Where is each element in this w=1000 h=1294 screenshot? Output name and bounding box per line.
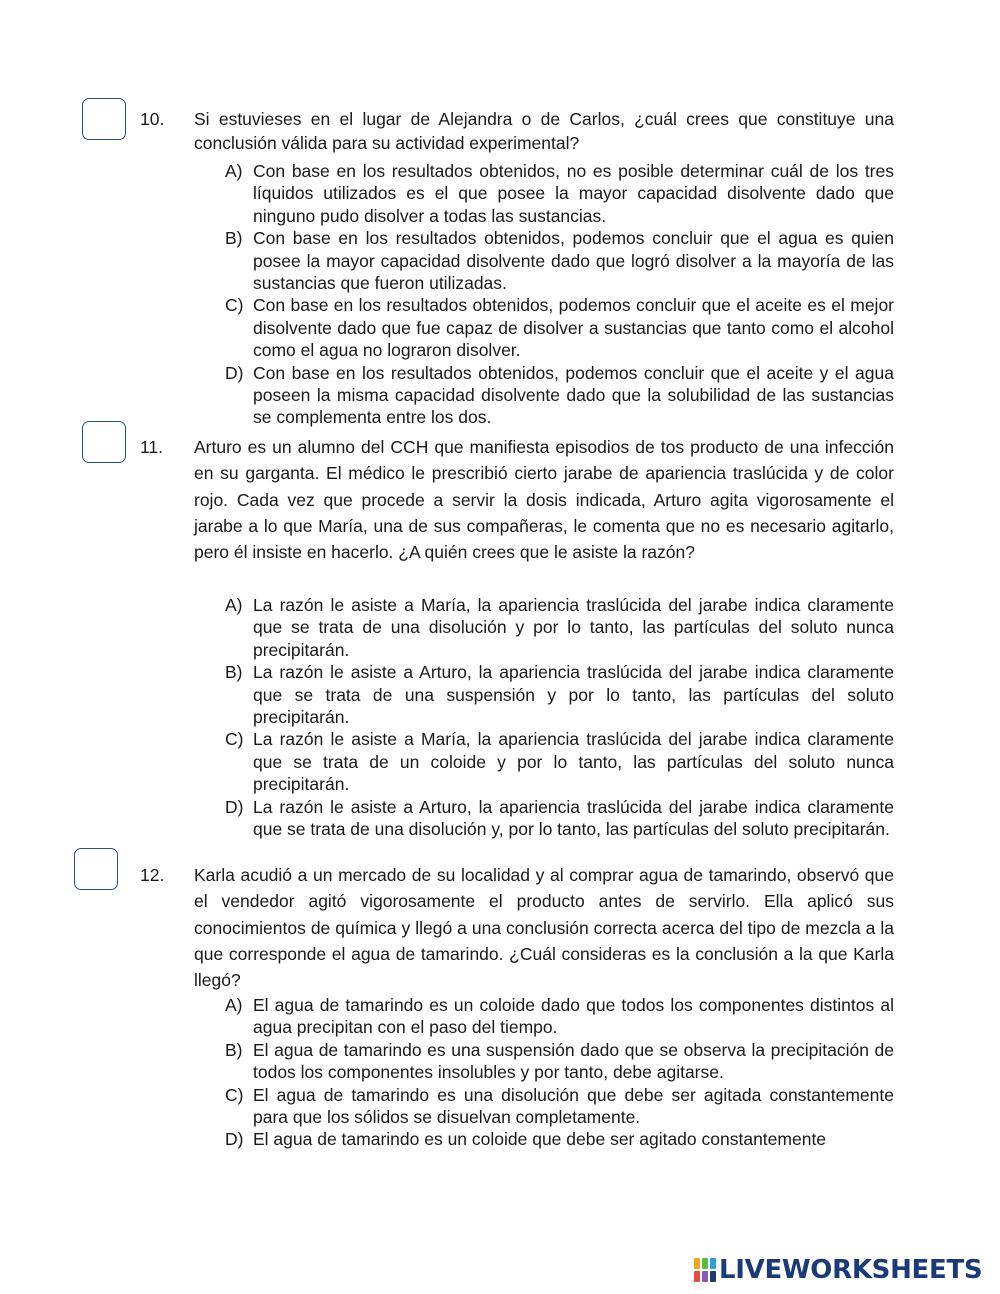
answer-box-q10[interactable]: [82, 98, 126, 140]
option-letter: A): [225, 595, 243, 615]
option-text: Con base en los resultados obtenidos, podemos concluir que el aceite es el mejor disolvente dado que fue capaz de disolver a sustancias que tanto como el alcohol como el agua no lograron disolver.: [253, 295, 894, 361]
option-letter: D): [225, 1129, 244, 1150]
option-text: La razón le asiste a María, la apariencia traslúcida del jarabe indica claramente que se trata de un coloide y por lo tanto, las partículas del soluto nunca precipitarán.: [253, 729, 894, 795]
option-b: [225, 661, 894, 728]
option-text: Con base en los resultados obtenidos, no es posible determinar cuál de los tres líquidos utilizados es el que posee la mayor capacidad disolvente dado que ninguno pudo disolver a todas las sustancias.: [253, 161, 894, 226]
question-stem: Karla acudió a un mercado de su localidad y al comprar agua de tamarindo, observó que el vendedor agitó vigorosamente el producto antes de servirlo. Ella aplicó sus conocimientos de química y llegó a una conclusión correcta acerca del tipo de mezcla a la que corresponde el agua de tamarindo. ¿Cuál consideras es la conclusión a la que Karla llegó?: [194, 865, 894, 991]
options-list-q12: [225, 994, 894, 1151]
option-letter: B): [225, 662, 243, 683]
answer-box-q11[interactable]: [82, 421, 126, 463]
liveworksheets-logo: [693, 1254, 982, 1286]
option-d: [225, 362, 894, 429]
options-list-q11: [225, 594, 894, 840]
option-c: [225, 294, 894, 361]
brand-name: LIVEWORKSHEETS: [719, 1255, 983, 1285]
option-text: La razón le asiste a Arturo, la apariencia traslúcida del jarabe indica claramente que se trata de una disolución y, por lo tanto, las partículas del soluto precipitarán.: [253, 796, 894, 840]
option-a: [225, 160, 894, 227]
option-text: Con base en los resultados obtenidos, podemos concluir que el agua es quien posee la mayor capacidad disolvente dado que logró disolver a la mayoría de las sustancias que fueron utilizadas.: [253, 228, 894, 294]
option-letter: A): [225, 161, 243, 181]
options-list-q10: [225, 160, 894, 429]
option-letter: C): [225, 295, 244, 316]
option-d: [225, 796, 894, 841]
question-number: 11.: [140, 437, 164, 457]
question-stem: Arturo es un alumno del CCH que manifiesta episodios de tos producto de una infección en su garganta. El médico le prescribió cierto jarabe de apariencia traslúcida y de color rojo. Cada vez que procede a servir la dosis indicada, Arturo agita vigorosamente el jarabe a lo que María, una de sus compañeras, le comenta que no es necesario agitarlo, pero él insiste en hacerlo. ¿A quién crees que le asiste la razón?: [194, 437, 894, 563]
option-letter: C): [225, 729, 244, 750]
option-b: [225, 227, 894, 294]
option-b: [225, 1039, 894, 1084]
colored-blocks-icon: [693, 1257, 717, 1283]
option-letter: D): [225, 796, 244, 817]
option-letter: B): [225, 1039, 243, 1060]
option-a: [225, 994, 894, 1039]
option-text: La razón le asiste a María, la apariencia traslúcida del jarabe indica claramente que se trata de una disolución y por lo tanto, las partículas del soluto nunca precipitarán.: [253, 595, 894, 660]
option-text: Con base en los resultados obtenidos, podemos concluir que el aceite y el agua poseen la misma capacidad disolvente dado que la solubilidad de las sustancias se complementa entre los dos.: [253, 362, 894, 428]
option-text: La razón le asiste a Arturo, la apariencia traslúcida del jarabe indica claramente que se trata de una suspensión y por lo tanto, las partículas del soluto precipitarán.: [253, 662, 894, 728]
option-letter: B): [225, 228, 243, 249]
option-text: El agua de tamarindo es un coloide dado que todos los componentes distintos al agua precipitan con el paso del tiempo.: [253, 995, 894, 1038]
option-c: [225, 728, 894, 795]
question-number: 10.: [140, 109, 165, 129]
question-stem: Si estuvieses en el lugar de Alejandra o de Carlos, ¿cuál crees que constituye una conclusión válida para su actividad experimental?: [194, 109, 894, 153]
option-d: [225, 1128, 894, 1150]
option-a: [225, 594, 894, 661]
option-text: El agua de tamarindo es una disolución que debe ser agitada constantemente para que los sólidos se disuelvan completamente.: [253, 1084, 894, 1128]
question-number: 12.: [140, 865, 165, 885]
option-text: El agua de tamarindo es un coloide que debe ser agitado constantemente: [253, 1129, 827, 1150]
answer-box-q12[interactable]: [74, 848, 118, 890]
option-letter: C): [225, 1084, 244, 1105]
option-letter: A): [225, 995, 243, 1015]
option-c: [225, 1084, 894, 1129]
option-text: El agua de tamarindo es una suspensión dado que se observa la precipitación de todos los componentes insolubles y por tanto, debe agitarse.: [253, 1039, 894, 1083]
option-letter: D): [225, 362, 244, 383]
